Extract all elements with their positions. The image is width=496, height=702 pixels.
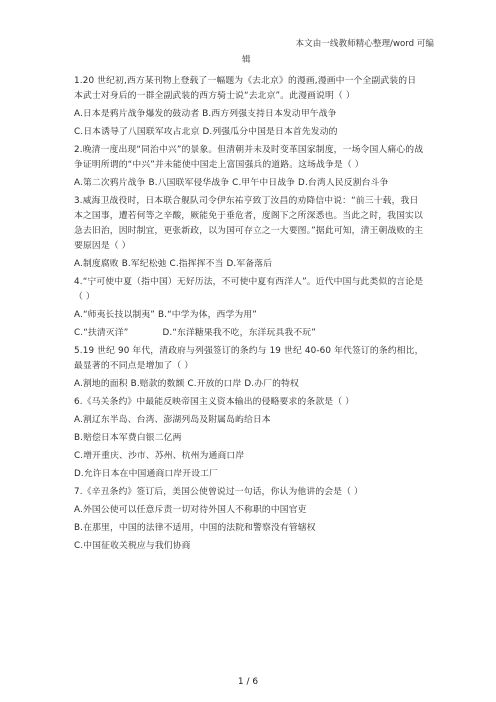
question-7-option-a: A.外国公使可以任意斥责一切对待外国人不称职的中国官吏 xyxy=(74,505,307,515)
question-4-options-ab: A.“师夷长技以制夷” B.“中学为体，西学为用” xyxy=(74,310,258,320)
header-line-2: 辑 xyxy=(242,55,251,65)
question-4-option-c: C.“扶清灭洋” xyxy=(74,328,129,338)
question-6-option-a: A.割辽东半岛、台湾、澎湖列岛及附属岛屿给日本 xyxy=(74,415,271,425)
question-3-options: A.制度腐败 B.军纪松弛 C.指挥挥不当 D.军备落后 xyxy=(74,259,273,269)
question-4-option-d: D.“东洋糖果我不吃，东洋玩具我不玩” xyxy=(162,328,316,338)
page-header xyxy=(234,36,434,68)
header-line-1: 本文由一线教师精心整理/word 可编 xyxy=(295,39,434,49)
question-6: 6.《马关条约》中最能反映帝国主义资本输出的侵略要求的条款是（ ） xyxy=(74,397,355,407)
question-7: 7.《辛丑条约》签订后，美国公使曾说过一句话，你认为他讲的会是（ ） xyxy=(74,487,363,497)
question-6-option-d: D.允许日本在中国通商口岸开设工厂 xyxy=(74,469,219,479)
question-5-options: A.割地的面积 B.赔款的数额 C.开放的口岸 D.办厂的特权 xyxy=(74,379,299,389)
question-6-option-b: B.赔偿日本军费白银二亿两 xyxy=(74,433,182,443)
question-3: 3.威海卫战役时，日本联合舰队司令伊东祐亨致丁汝昌的劝降信中说：“前三十载，我日本之国事，遭若何等之辛酸，厥能免于垂危者，度阁下之所深悉也。当此之时，我国实以急去旧治，因时制宜，更张新政，以为国可存立之一大要图。”据此可知，清王朝战败的主要原因是（ ） xyxy=(74,196,424,251)
question-4-options-cd xyxy=(74,326,424,341)
question-2: 2.晚清一度出现“同治中兴”的景象。但清朝并未及时变革国家制度，一场令国人痛心的战争证明所谓的“中兴”并未能使中国走上富国强兵的道路。这场战争是（ ） xyxy=(74,145,424,170)
question-1-options-ab: A.日本是鸦片战争爆发的鼓动者 B.西方列强支持日本发动甲午战争 xyxy=(74,109,337,119)
question-6-option-c: C.增开重庆、沙市、苏州、杭州为通商口岸 xyxy=(74,451,245,461)
question-7-option-b: B.在那里，中国的法律不适用，中国的法院和警察没有管辖权 xyxy=(74,523,316,533)
question-5: 5.19 世纪 90 年代，清政府与列强签订的条约与 19 世纪 40-60 年代签订的条约相比，最显著的不同点是增加了（ ） xyxy=(74,346,424,371)
question-4: 4.“宁可使中夏（指中国）无好历法，不可使中夏有西洋人”。近代中国与此类似的言论是（ ） xyxy=(74,277,424,302)
page-number: 1 / 6 xyxy=(237,677,259,687)
question-7-option-c: C.中国征收关税应与我们协商 xyxy=(74,541,191,551)
document-body xyxy=(74,73,424,557)
question-1-options-cd: C.日本诱导了八国联军攻占北京 D.列强瓜分中国是日本首先发动的 xyxy=(74,127,338,137)
question-2-options: A.第二次鸦片战争 B.八国联军侵华战争 C.甲午中日战争 D.台湾人民反割台斗争 xyxy=(74,178,389,188)
question-1: 1.20 世纪初,西方某刊物上登载了一幅题为《去北京》的漫画,漫画中一个全副武装的日本武士对身后的一群全副武装的西方骑士说“去北京”。此漫画说明（ ） xyxy=(74,76,417,101)
